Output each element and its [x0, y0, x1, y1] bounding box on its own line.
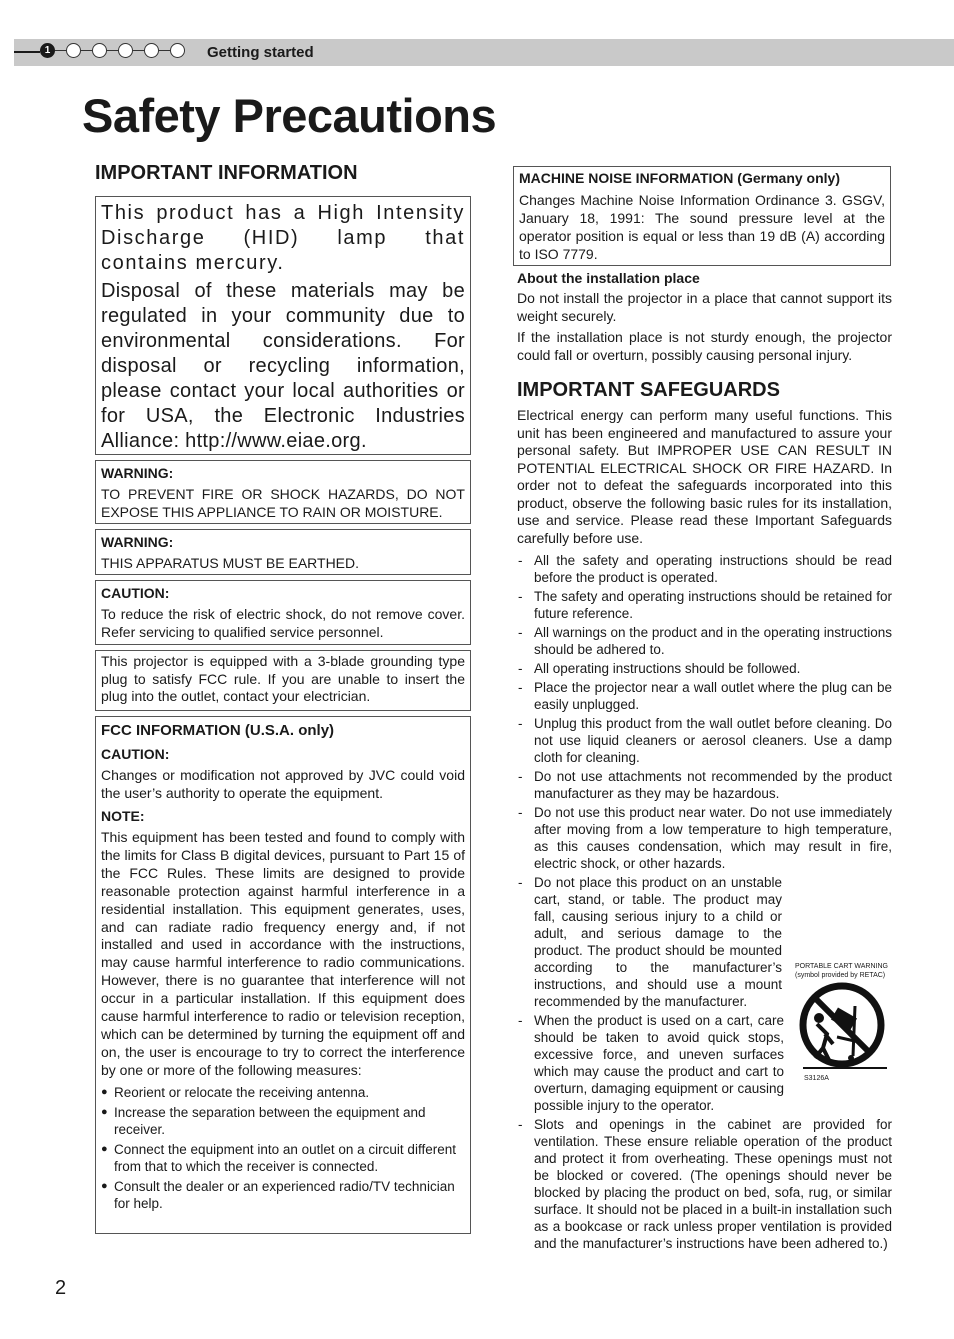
- cart-warning-source: (symbol provided by RETAC): [795, 972, 886, 979]
- fcc-caution-text: Changes or modification not approved by JVC could void the user’s authority to operate the equipment.: [101, 767, 465, 801]
- list-item: - Unplug this product from the wall outlet before cleaning. Do not use liquid cleaners or aerosol cleaners. Use a damp cloth for cleaning.: [517, 715, 892, 766]
- list-item: - Do not use this product near water. Do not use immediately after moving from a low temperature to high temperature, as this causes condensation, which may result in fire, electric shock, or other hazards.: [517, 804, 892, 872]
- fcc-note-text: This equipment has been tested and found to comply with the limits for Class B digital devices, pursuant to Part 15 of the FCC Rules. These limits are designed to provide reasonable protection against harmful interference in a residential installation. This equipment generates, uses, and can radiate radio frequency energy and, if not installed and used in accordance with the instructions, may cause harmful interference to radio communications. However, there is no guarantee that interference will not occur in a particular installation. If this equipment does cause harmful interference to radio or television reception, which can be determined by turning the equipment off and on, the user is encourage to try to correct the interference by one or more of the following measures:: [101, 829, 465, 1078]
- safeguards-list: [517, 552, 892, 1254]
- list-item: ● Consult the dealer or an experienced radio/TV technician for help.: [101, 1178, 465, 1212]
- list-item: - When the product is used on a cart, care should be taken to avoid quick stops, excessive force, and uneven surfaces which may cause the product and cart to overturn, damaging equipment or causing possible injury to the operator.: [517, 1012, 784, 1114]
- cart-warning-code: S3126A: [804, 1075, 829, 1082]
- disposal-text: Disposal of these materials may be regulated in your community due to environmental considerations. For disposal or recycling information, please contact your local authorities or for USA, the Electronic Industries Alliance: http://www.eiae.org.: [101, 280, 465, 452]
- list-item: - Do not place this product on an unstable cart, stand, or table. The product may fall, causing serious injury to a child or adult, and serious damage to the product. The product should be mounted according to the manufacturer’s instructions, and should use a mount recommended by the manufacturer.: [517, 874, 782, 1010]
- list-item: - The safety and operating instructions should be retained for future reference.: [517, 588, 892, 622]
- section-label: Getting started: [207, 44, 314, 61]
- interference-measures-list: [101, 1084, 465, 1212]
- list-item: ● Increase the separation between the equipment and receiver.: [101, 1104, 465, 1138]
- grounding-text: This projector is equipped with a 3-blade grounding type plug to satisfy FCC rule. If you are unable to insert the plug into the outlet, contact your electrician.: [101, 653, 465, 704]
- warning-text: TO PREVENT FIRE OR SHOCK HAZARDS, DO NOT EXPOSE THIS APPLIANCE TO RAIN OR MOISTURE.: [101, 486, 465, 520]
- step-indicator-6: [170, 43, 185, 58]
- step-connector: [159, 50, 170, 51]
- warning-heading: WARNING:: [101, 465, 174, 481]
- fcc-caution-heading: CAUTION:: [101, 746, 170, 762]
- caution-heading: CAUTION:: [101, 585, 170, 601]
- hid-lamp-text: This product has a High Intensity Discharge (HID) lamp that contains mercury.: [101, 202, 465, 274]
- installation-heading: About the installation place: [517, 270, 700, 286]
- list-item: ● Reorient or relocate the receiving antenna.: [101, 1084, 465, 1101]
- list-item: - Place the projector near a wall outlet where the plug can be easily unplugged.: [517, 679, 892, 713]
- list-item: - All the safety and operating instructions should be read before the product is operated.: [517, 552, 892, 586]
- page-number: 2: [55, 1277, 67, 1299]
- list-item: - All operating instructions should be followed.: [517, 660, 892, 677]
- list-item: - All warnings on the product and in the operating instructions should be adhered to.: [517, 624, 892, 658]
- list-item: - Slots and openings in the cabinet are provided for ventilation. These ensure reliable operation of the product and protect it from overheating. These openings must not be blocked or covered. (The openings should never be blocked by placing the product on bed, sofa, rug, or similar surface. It should not be placed in a built-in installation such as a bookcase or rack unless proper ventilation is provided and the manufacturer’s instructions have been adhered to.): [517, 1116, 892, 1252]
- installation-text-2: If the installation place is not sturdy enough, the projector could fall or overturn, possibly causing personal injury.: [517, 329, 892, 363]
- step-connector: [133, 50, 144, 51]
- installation-text-1: Do not install the projector in a place that cannot support its weight securely.: [517, 290, 892, 324]
- machine-noise-box: [513, 166, 891, 266]
- step-connector: [81, 50, 92, 51]
- warning-heading: WARNING:: [101, 534, 174, 550]
- chapter-steps: [40, 43, 185, 58]
- cart-warning-caption: PORTABLE CART WARNING: [795, 963, 888, 970]
- warning-text: THIS APPARATUS MUST BE EARTHED.: [101, 555, 360, 571]
- page-title: Safety Precautions: [82, 89, 497, 142]
- cart-warning-icon: [795, 982, 895, 1082]
- portable-cart-warning: [795, 962, 905, 1082]
- warning-box-earthed: [95, 529, 471, 575]
- fcc-heading: FCC INFORMATION (U.S.A. only): [101, 722, 335, 739]
- fcc-note-heading: NOTE:: [101, 808, 145, 824]
- step-indicator-1: 1: [40, 43, 55, 58]
- important-information-heading: IMPORTANT INFORMATION: [95, 162, 358, 184]
- machine-noise-heading: MACHINE NOISE INFORMATION (Germany only): [519, 170, 840, 186]
- caution-box-shock: [95, 580, 471, 645]
- step-indicator-3: [92, 43, 107, 58]
- warning-box-moisture: [95, 460, 471, 524]
- machine-noise-text: Changes Machine Noise Information Ordinance 3. GSGV, January 18, 1991: The sound pressure level at the operator position is equal or less than 19 dB (A) according to ISO 7779.: [519, 192, 885, 262]
- step-indicator-2: [66, 43, 81, 58]
- step-indicator-5: [144, 43, 159, 58]
- step-connector: [107, 50, 118, 51]
- step-connector: [55, 50, 66, 51]
- list-item: ● Connect the equipment into an outlet on a circuit different from that to which the receiver is connected.: [101, 1141, 465, 1175]
- fcc-information-box: [95, 716, 471, 1234]
- important-safeguards-heading: IMPORTANT SAFEGUARDS: [517, 379, 780, 401]
- step-indicator-4: [118, 43, 133, 58]
- header-rule: [14, 51, 40, 53]
- list-item: - Do not use attachments not recommended by the product manufacturer as they may be hazardous.: [517, 768, 892, 802]
- safeguards-intro: Electrical energy can perform many useful functions. This unit has been engineered and manufactured to assure your personal safety. But IMPROPER USE CAN RESULT IN POTENTIAL ELECTRICAL SHOCK OR FIRE HAZARD. In order not to defeat the safeguards incorporated into this product, observe the following basic rules for its installation, use and service. Please read these Important Safeguards carefully before use.: [517, 407, 892, 546]
- grounding-plug-notice: [95, 650, 471, 711]
- hid-lamp-notice: [95, 196, 471, 455]
- caution-text: To reduce the risk of electric shock, do not remove cover. Refer servicing to qualified service personnel.: [101, 606, 465, 640]
